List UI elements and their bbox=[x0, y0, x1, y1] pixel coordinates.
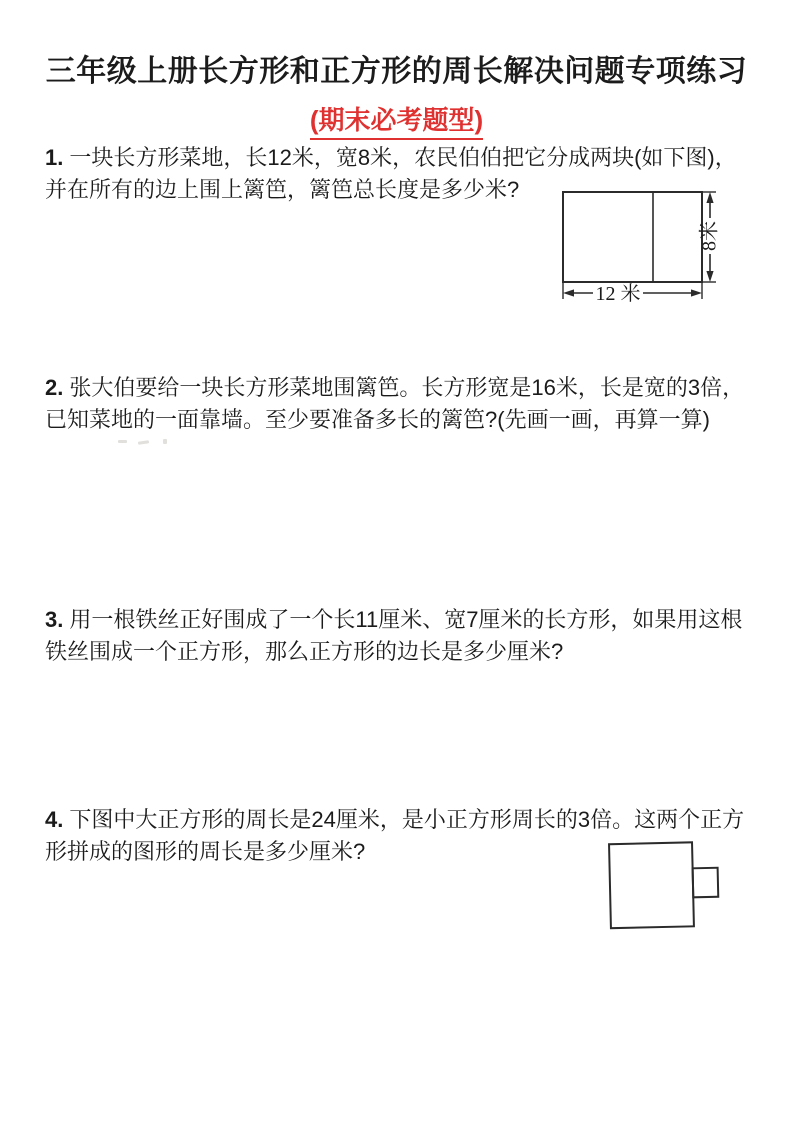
question-4-line-1 bbox=[45, 804, 760, 836]
arrow-up-icon bbox=[706, 192, 713, 203]
question-4-number: 4. bbox=[45, 807, 64, 832]
arrow-down-icon bbox=[706, 271, 713, 282]
question-2-line-2: 已知菜地的一面靠墙。至少要准备多长的篱笆?(先画一画，再算一算) bbox=[45, 407, 710, 432]
arrow-right-icon bbox=[691, 289, 702, 296]
scan-artifact bbox=[118, 440, 127, 443]
large-square-outline bbox=[609, 842, 694, 928]
question-2-text: 张大伯要给一块长方形菜地围篱笆。长方形宽是16米，长是宽的3倍， bbox=[69, 375, 745, 400]
question-3-line-2: 铁丝围成一个正方形，那么正方形的边长是多少厘米? bbox=[45, 639, 564, 664]
question-2-number: 2. bbox=[45, 375, 64, 400]
width-dimension-label: 12 米 bbox=[595, 283, 641, 305]
question-4-figure bbox=[598, 836, 733, 936]
question-2 bbox=[45, 372, 760, 436]
question-1-figure bbox=[548, 184, 753, 308]
question-3 bbox=[45, 604, 760, 668]
scan-artifact bbox=[138, 440, 149, 445]
question-4-line-2: 形拼成的图形的周长是多少厘米? bbox=[45, 839, 366, 864]
question-3-text: 用一根铁丝正好围成了一个长11厘米、宽7厘米的长方形，如果用这根 bbox=[69, 607, 743, 632]
arrow-left-icon bbox=[563, 289, 574, 296]
question-3-line-1 bbox=[45, 604, 760, 636]
subtitle-row bbox=[0, 100, 793, 140]
question-1-text: 一块长方形菜地，长12米，宽8米，农民伯伯把它分成两块(如下图)， bbox=[69, 145, 737, 170]
scan-artifact bbox=[163, 439, 167, 444]
question-2-line-1 bbox=[45, 372, 760, 404]
height-dimension-label: 8米 bbox=[698, 221, 721, 251]
question-1-line-2: 并在所有的边上围上篱笆，篱笆总长度是多少米? bbox=[45, 177, 520, 202]
question-4-text: 下图中大正方形的周长是24厘米，是小正方形周长的3倍。这两个正方 bbox=[69, 807, 745, 832]
question-1-number: 1. bbox=[45, 145, 64, 170]
page-title: 三年级上册长方形和正方形的周长解决问题专项练习 bbox=[45, 55, 748, 88]
rectangle-outline bbox=[563, 192, 702, 282]
question-1-line-1 bbox=[45, 142, 760, 174]
small-square-outline bbox=[693, 868, 719, 898]
page-subtitle: (期末必考题型) bbox=[310, 100, 483, 140]
question-3-number: 3. bbox=[45, 607, 64, 632]
